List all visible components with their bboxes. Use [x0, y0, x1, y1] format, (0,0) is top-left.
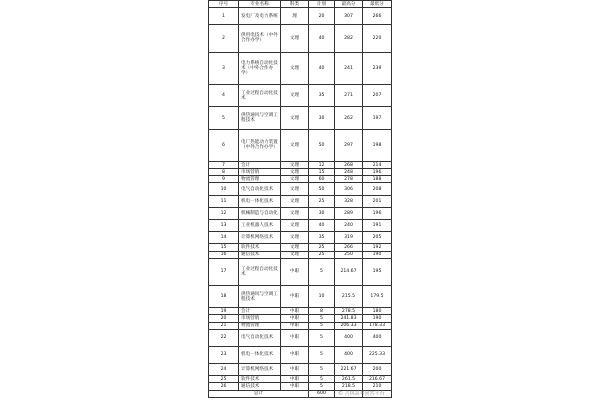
row-category-cell: 文理	[281, 169, 309, 176]
row-plan-cell: 10	[309, 286, 335, 308]
row-max-score-cell: 215.5	[335, 286, 363, 308]
row-index-cell: 2	[209, 25, 239, 52]
row-major-cell: 计算机网络技术	[239, 364, 281, 376]
row-min-score-cell: 178.33	[363, 322, 392, 329]
row-category-cell: 文理	[281, 195, 309, 207]
header-min-score: 最低分	[363, 1, 392, 8]
row-index-cell: 4	[209, 85, 239, 107]
row-major-cell: 软件技术	[239, 376, 281, 383]
row-category-cell: 文理	[281, 251, 309, 258]
row-major-cell: 通信技术	[239, 383, 281, 390]
row-max-score-cell: 289	[335, 207, 363, 219]
row-major-cell: 工业过程自动化技术	[239, 258, 281, 285]
row-max-score-cell: 319	[335, 232, 363, 244]
row-min-score-cell: 210	[363, 383, 392, 390]
row-min-score-cell: 208	[363, 183, 392, 195]
row-index-cell: 10	[209, 183, 239, 195]
row-index-cell: 23	[209, 346, 239, 363]
row-index-cell: 19	[209, 308, 239, 315]
row-min-score-cell: 201	[363, 195, 392, 207]
header-major: 专业名称	[239, 1, 281, 8]
row-max-score-cell: 400	[335, 329, 363, 346]
row-max-score-cell: 268	[335, 162, 363, 169]
row-max-score-cell: 328	[335, 195, 363, 207]
table-row	[209, 346, 392, 363]
row-category-cell: 中职	[281, 346, 309, 363]
row-index-cell: 3	[209, 52, 239, 84]
table-header-row	[209, 1, 392, 8]
total-label-cell: 总计	[209, 390, 309, 397]
row-major-cell: 供用电技术（中外合作办学）	[239, 25, 281, 52]
row-plan-cell: 8	[309, 308, 335, 315]
row-category-cell: 文理	[281, 244, 309, 251]
row-plan-cell: 40	[309, 25, 335, 52]
row-max-score-cell: 206.33	[335, 322, 363, 329]
row-plan-cell: 25	[309, 244, 335, 251]
row-major-cell: 工业过程自动化技术	[239, 85, 281, 107]
row-category-cell: 文理	[281, 207, 309, 219]
row-major-cell: 发电厂及电力系统	[239, 8, 281, 25]
row-plan-cell: 5	[309, 376, 335, 383]
row-min-score-cell: 188	[363, 176, 392, 183]
row-major-cell: 供热通风与空调工程技术	[239, 107, 281, 129]
row-major-cell: 电厂热能动力装置（中外合作办学）	[239, 129, 281, 161]
row-index-cell: 8	[209, 169, 239, 176]
row-max-score-cell: 306	[335, 183, 363, 195]
row-max-score-cell: 214.67	[335, 258, 363, 285]
row-major-cell: 机械制造与自动化	[239, 207, 281, 219]
row-index-cell: 17	[209, 258, 239, 285]
row-index-cell: 9	[209, 176, 239, 183]
table-row	[209, 52, 392, 84]
row-max-score-cell: 282	[335, 25, 363, 52]
row-min-score-cell: 190	[363, 251, 392, 258]
row-min-score-cell: 225.33	[363, 346, 392, 363]
row-plan-cell: 5	[309, 329, 335, 346]
row-min-score-cell: 191	[363, 220, 392, 232]
row-major-cell: 市场营销	[239, 169, 281, 176]
row-category-cell: 中职	[281, 286, 309, 308]
row-max-score-cell: 278.5	[335, 308, 363, 315]
row-max-score-cell: 218.5	[335, 383, 363, 390]
table-row	[209, 162, 392, 169]
row-max-score-cell: 241.83	[335, 315, 363, 322]
row-min-score-cell: 179.5	[363, 286, 392, 308]
row-min-score-cell: 196	[363, 207, 392, 219]
row-index-cell: 11	[209, 195, 239, 207]
row-plan-cell: 40	[309, 52, 335, 84]
row-plan-cell: 20	[309, 8, 335, 25]
row-min-score-cell: 239	[363, 52, 392, 84]
row-index-cell: 20	[209, 315, 239, 322]
row-min-score-cell: 180	[363, 308, 392, 315]
row-category-cell: 中职	[281, 322, 309, 329]
row-index-cell: 16	[209, 251, 239, 258]
row-category-cell: 文理	[281, 162, 309, 169]
row-index-cell: 12	[209, 207, 239, 219]
table-row	[209, 251, 392, 258]
row-category-cell: 中职	[281, 329, 309, 346]
row-max-score-cell: 271	[335, 85, 363, 107]
row-plan-cell: 40	[309, 220, 335, 232]
total-plan-cell: 600	[309, 390, 335, 397]
row-max-score-cell: 241	[335, 52, 363, 84]
row-major-cell: 电气自动化技术	[239, 329, 281, 346]
row-major-cell: 市场营销	[239, 315, 281, 322]
table-row	[209, 195, 392, 207]
row-plan-cell: 5	[309, 315, 335, 322]
row-major-cell: 会计	[239, 162, 281, 169]
row-min-score-cell: 198	[363, 129, 392, 161]
row-max-score-cell: 221.67	[335, 364, 363, 376]
table-row	[209, 232, 392, 244]
row-category-cell: 中职	[281, 364, 309, 376]
header-index: 序号	[209, 1, 239, 8]
table-row	[209, 364, 392, 376]
row-index-cell: 7	[209, 162, 239, 169]
row-major-cell: 机电一体化技术	[239, 346, 281, 363]
row-min-score-cell: 214	[363, 162, 392, 169]
row-plan-cell: 5	[309, 383, 335, 390]
row-index-cell: 21	[209, 322, 239, 329]
row-index-cell: 22	[209, 329, 239, 346]
row-plan-cell: 5	[309, 364, 335, 376]
row-index-cell: 25	[209, 376, 239, 383]
table-row	[209, 244, 392, 251]
row-max-score-cell: 266	[335, 244, 363, 251]
row-min-score-cell: 196	[363, 169, 392, 176]
header-plan: 计划	[309, 1, 335, 8]
row-major-cell: 软件技术	[239, 244, 281, 251]
row-plan-cell: 15	[309, 169, 335, 176]
admission-table-sheet	[208, 0, 391, 400]
row-index-cell: 13	[209, 220, 239, 232]
row-min-score-cell: 190	[363, 315, 392, 322]
row-category-cell: 理	[281, 8, 309, 25]
admission-table	[208, 0, 392, 398]
table-row	[209, 85, 392, 107]
row-plan-cell: 12	[309, 162, 335, 169]
row-index-cell: 14	[209, 232, 239, 244]
row-category-cell: 中职	[281, 308, 309, 315]
table-row	[209, 220, 392, 232]
row-index-cell: 18	[209, 286, 239, 308]
row-min-score-cell: 400	[363, 329, 392, 346]
row-max-score-cell: 248	[335, 169, 363, 176]
row-category-cell: 文理	[281, 25, 309, 52]
row-plan-cell: 35	[309, 85, 335, 107]
row-plan-cell: 30	[309, 107, 335, 129]
row-min-score-cell: 266	[363, 8, 392, 25]
row-index-cell: 1	[209, 8, 239, 25]
row-plan-cell: 5	[309, 322, 335, 329]
row-category-cell: 文理	[281, 232, 309, 244]
table-row	[209, 107, 392, 129]
row-max-score-cell: 278	[335, 176, 363, 183]
row-plan-cell: 25	[309, 251, 335, 258]
row-category-cell: 中职	[281, 315, 309, 322]
row-category-cell: 文理	[281, 176, 309, 183]
table-row	[209, 129, 392, 161]
row-min-score-cell: 205	[363, 232, 392, 244]
row-index-cell: 5	[209, 107, 239, 129]
row-category-cell: 文理	[281, 129, 309, 161]
table-row	[209, 329, 392, 346]
table-row	[209, 207, 392, 219]
row-min-score-cell: 192	[363, 244, 392, 251]
row-major-cell: 供热通风与空调工程技术	[239, 286, 281, 308]
row-major-cell: 通信技术	[239, 251, 281, 258]
table-row	[209, 183, 392, 195]
row-category-cell: 文理	[281, 85, 309, 107]
table-row	[209, 383, 392, 390]
row-min-score-cell: 220	[363, 25, 392, 52]
row-plan-cell: 5	[309, 346, 335, 363]
table-row	[209, 286, 392, 308]
row-major-cell: 机电一体化技术	[239, 195, 281, 207]
row-plan-cell: 5	[309, 258, 335, 285]
row-max-score-cell: 240	[335, 220, 363, 232]
row-min-score-cell: 207	[363, 85, 392, 107]
row-min-score-cell: 197	[363, 107, 392, 129]
row-major-cell: 物流管理	[239, 176, 281, 183]
table-row	[209, 376, 392, 383]
row-min-score-cell: 200	[363, 364, 392, 376]
row-min-score-cell: 216.67	[363, 376, 392, 383]
row-major-cell: 会计	[239, 308, 281, 315]
row-min-score-cell: 195	[363, 258, 392, 285]
table-row	[209, 315, 392, 322]
row-category-cell: 文理	[281, 220, 309, 232]
row-category-cell: 中职	[281, 376, 309, 383]
table-row	[209, 25, 392, 52]
table-body	[209, 8, 392, 398]
row-plan-cell: 50	[309, 183, 335, 195]
row-category-cell: 文理	[281, 52, 309, 84]
row-category-cell: 文理	[281, 107, 309, 129]
row-max-score-cell: 297	[335, 129, 363, 161]
row-max-score-cell: 250	[335, 251, 363, 258]
row-major-cell: 物流管理	[239, 322, 281, 329]
row-category-cell: 中职	[281, 258, 309, 285]
row-index-cell: 26	[209, 383, 239, 390]
row-max-score-cell: 261.5	[335, 376, 363, 383]
row-index-cell: 6	[209, 129, 239, 161]
row-major-cell: 电力系统自动化技术（中外合作办学）	[239, 52, 281, 84]
row-max-score-cell: 307	[335, 8, 363, 25]
header-category: 科类	[281, 1, 309, 8]
table-row	[209, 308, 392, 315]
row-plan-cell: 50	[309, 129, 335, 161]
row-plan-cell: 60	[309, 176, 335, 183]
table-row	[209, 258, 392, 285]
row-plan-cell: 30	[309, 207, 335, 219]
row-major-cell: 电气自动化技术	[239, 183, 281, 195]
row-max-score-cell: 400	[335, 346, 363, 363]
watermark: © 吉林高考问答平台	[338, 391, 385, 397]
table-row	[209, 8, 392, 25]
row-major-cell: 计算机网络技术	[239, 232, 281, 244]
table-row	[209, 176, 392, 183]
row-plan-cell: 35	[309, 232, 335, 244]
row-category-cell: 中职	[281, 383, 309, 390]
row-index-cell: 24	[209, 364, 239, 376]
row-plan-cell: 25	[309, 195, 335, 207]
table-row	[209, 169, 392, 176]
row-max-score-cell: 262	[335, 107, 363, 129]
row-index-cell: 15	[209, 244, 239, 251]
table-row	[209, 322, 392, 329]
row-category-cell: 文理	[281, 183, 309, 195]
header-max-score: 最高分	[335, 1, 363, 8]
row-major-cell: 工业机器人技术	[239, 220, 281, 232]
